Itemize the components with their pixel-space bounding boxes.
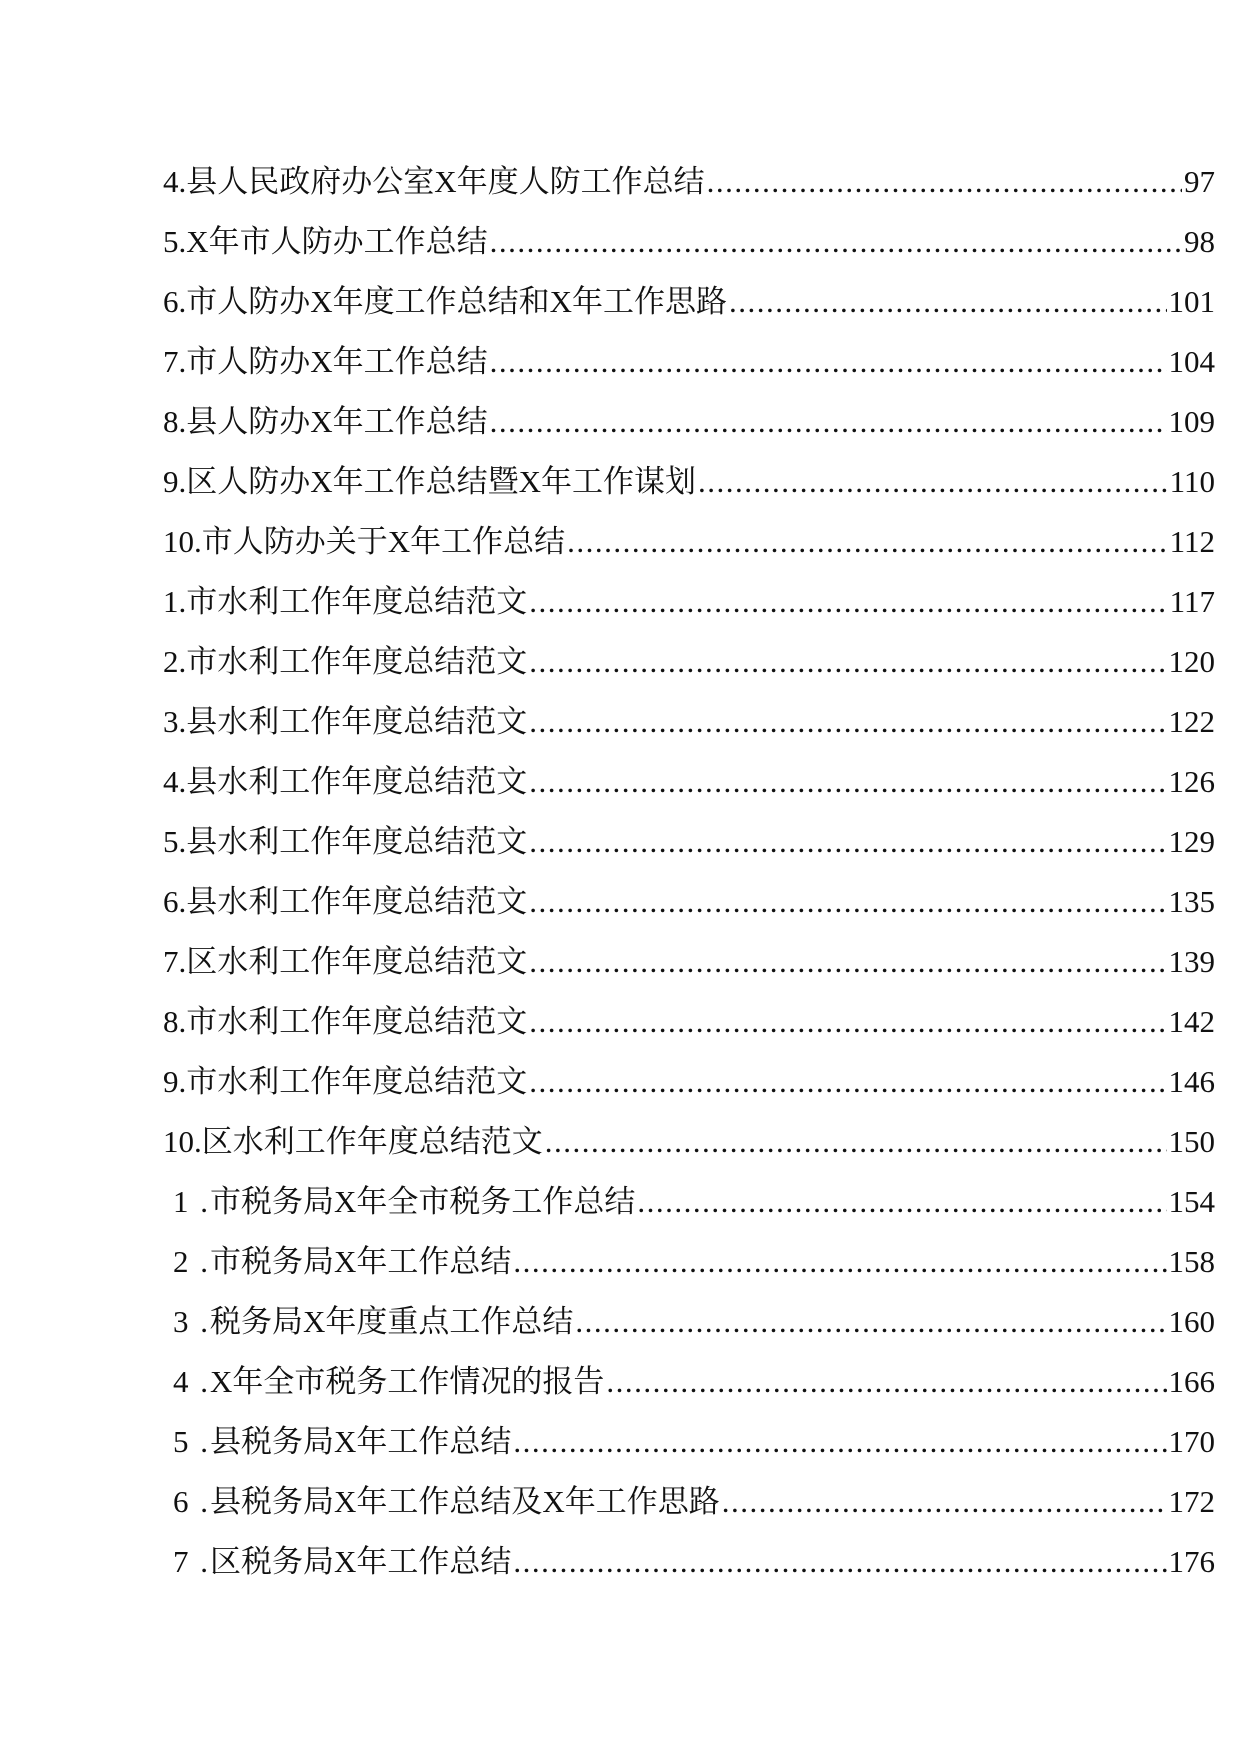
- toc-dot-leader: [545, 1112, 1167, 1172]
- toc-entry-number: 8.: [163, 404, 187, 439]
- toc-dot-leader: [490, 332, 1167, 392]
- toc-entry-number: 5.: [163, 824, 187, 859]
- toc-entry[interactable]: [163, 332, 1215, 392]
- toc-entry-number: 7.: [163, 944, 187, 979]
- toc-entry[interactable]: [163, 632, 1215, 692]
- toc-entry-number: 7.: [163, 344, 187, 379]
- toc-entry-page: 142: [1168, 1004, 1215, 1039]
- toc-entry-page: 158: [1168, 1244, 1215, 1279]
- toc-dot-leader: [529, 872, 1166, 932]
- toc-entry-page: 166: [1168, 1364, 1215, 1399]
- toc-entry-title: 区税务局X年工作总结: [210, 1544, 512, 1579]
- toc-entry-number: 2 .: [173, 1244, 210, 1279]
- toc-entry-page: 170: [1168, 1424, 1215, 1459]
- toc-dot-leader: [722, 1472, 1167, 1532]
- toc-entry-title: 市水利工作年度总结范文: [186, 644, 528, 679]
- toc-entry-number: 6.: [163, 284, 187, 319]
- toc-dot-leader: [529, 632, 1166, 692]
- toc-entry[interactable]: [163, 452, 1215, 512]
- toc-entry-page: 154: [1168, 1184, 1215, 1219]
- toc-dot-leader: [729, 272, 1166, 332]
- toc-entry-page: 172: [1168, 1484, 1215, 1519]
- toc-entry-title: 区水利工作年度总结范文: [186, 944, 528, 979]
- toc-entry-title: 县人防办X年工作总结: [186, 404, 488, 439]
- toc-entry-number: 2.: [163, 644, 187, 679]
- toc-dot-leader: [529, 692, 1166, 752]
- toc-entry-number: 4.: [163, 764, 187, 799]
- toc-entry-number: 9.: [163, 1064, 187, 1099]
- toc-dot-leader: [513, 1412, 1166, 1472]
- toc-entry-title: 县水利工作年度总结范文: [186, 764, 528, 799]
- toc-entry-title: 县水利工作年度总结范文: [186, 824, 528, 859]
- toc-entry[interactable]: [163, 272, 1215, 332]
- toc-entry-number: 7 .: [173, 1544, 210, 1579]
- toc-entry-number: 3 .: [173, 1304, 210, 1339]
- toc-entry-title: 市水利工作年度总结范文: [186, 1004, 528, 1039]
- toc-entry-number: 5 .: [173, 1424, 210, 1459]
- toc-entry-page: 120: [1168, 644, 1215, 679]
- toc-entry[interactable]: [163, 392, 1215, 452]
- toc-entry-number: 1.: [163, 584, 187, 619]
- toc-entry[interactable]: [163, 212, 1215, 272]
- toc-entry[interactable]: [163, 1052, 1215, 1112]
- toc-entry-page: 129: [1168, 824, 1215, 859]
- toc-dot-leader: [529, 1052, 1166, 1112]
- toc-dot-leader: [637, 1172, 1166, 1232]
- toc-entry-title: 县水利工作年度总结范文: [186, 884, 528, 919]
- toc-entry[interactable]: [163, 812, 1215, 872]
- toc-entry-title: 市人防办X年工作总结: [186, 344, 488, 379]
- toc-entry-title: 县税务局X年工作总结: [210, 1424, 512, 1459]
- toc-entry[interactable]: [163, 1412, 1215, 1472]
- toc-entry-page: 97: [1184, 164, 1215, 199]
- toc-entry-title: 市税务局X年全市税务工作总结: [210, 1184, 636, 1219]
- toc-entry-number: 4.: [163, 164, 187, 199]
- toc-entry-title: 县水利工作年度总结范文: [186, 704, 528, 739]
- toc-entry-page: 109: [1168, 404, 1215, 439]
- toc-dot-leader: [529, 812, 1166, 872]
- toc-entry[interactable]: [163, 872, 1215, 932]
- toc-entry[interactable]: [163, 692, 1215, 752]
- toc-entry-number: 10.: [163, 1124, 202, 1159]
- toc-entry[interactable]: [163, 992, 1215, 1052]
- toc-entry-page: 139: [1168, 944, 1215, 979]
- toc-entry-title: 市水利工作年度总结范文: [186, 584, 528, 619]
- toc-entry-title: X年市人防办工作总结: [186, 224, 488, 259]
- toc-entry-page: 110: [1169, 464, 1215, 499]
- toc-entry-page: 104: [1168, 344, 1215, 379]
- toc-entry[interactable]: [163, 572, 1215, 632]
- toc-dot-leader: [575, 1292, 1166, 1352]
- toc-entry-number: 10.: [163, 524, 202, 559]
- toc-entry-title: 区人防办X年工作总结暨X年工作谋划: [186, 464, 697, 499]
- toc-dot-leader: [606, 1352, 1166, 1412]
- toc-entry-title: X年全市税务工作情况的报告: [210, 1364, 605, 1399]
- toc-entry[interactable]: [163, 1232, 1215, 1292]
- toc-entry-page: 101: [1168, 284, 1215, 319]
- toc-entry-title: 市人防办X年度工作总结和X年工作思路: [186, 284, 728, 319]
- toc-entry-page: 146: [1168, 1064, 1215, 1099]
- toc-dot-leader: [529, 572, 1167, 632]
- toc-entry-page: 176: [1168, 1544, 1215, 1579]
- toc-entry[interactable]: [163, 1352, 1215, 1412]
- toc-entry-page: 160: [1168, 1304, 1215, 1339]
- toc-entry[interactable]: [163, 752, 1215, 812]
- toc-entry-number: 5.: [163, 224, 187, 259]
- table-of-contents: [163, 152, 1215, 1592]
- toc-entry-page: 122: [1168, 704, 1215, 739]
- toc-dot-leader: [567, 512, 1168, 572]
- toc-entry-number: 6.: [163, 884, 187, 919]
- toc-entry-title: 县税务局X年工作总结及X年工作思路: [210, 1484, 720, 1519]
- toc-dot-leader: [490, 212, 1182, 272]
- toc-entry-title: 市人防办关于X年工作总结: [201, 524, 566, 559]
- toc-entry[interactable]: [163, 1112, 1215, 1172]
- toc-entry-page: 98: [1184, 224, 1215, 259]
- toc-entry-number: 6 .: [173, 1484, 210, 1519]
- toc-entry-page: 150: [1168, 1124, 1215, 1159]
- toc-entry-page: 135: [1168, 884, 1215, 919]
- toc-entry[interactable]: [163, 1472, 1215, 1532]
- toc-dot-leader: [707, 152, 1182, 212]
- toc-dot-leader: [529, 992, 1166, 1052]
- toc-entry-page: 126: [1168, 764, 1215, 799]
- toc-entry[interactable]: [163, 1532, 1215, 1592]
- toc-entry-number: 8.: [163, 1004, 187, 1039]
- toc-entry-title: 税务局X年度重点工作总结: [210, 1304, 574, 1339]
- toc-entry-page: 112: [1169, 524, 1215, 559]
- toc-entry-title: 市税务局X年工作总结: [210, 1244, 512, 1279]
- toc-entry-title: 市水利工作年度总结范文: [186, 1064, 528, 1099]
- toc-dot-leader: [513, 1232, 1166, 1292]
- toc-entry-number: 3.: [163, 704, 187, 739]
- toc-entry[interactable]: [163, 512, 1215, 572]
- toc-dot-leader: [529, 932, 1166, 992]
- toc-entry[interactable]: [163, 152, 1215, 212]
- toc-entry[interactable]: [163, 1172, 1215, 1232]
- toc-entry-number: 9.: [163, 464, 187, 499]
- toc-entry-title: 县人民政府办公室X年度人防工作总结: [186, 164, 705, 199]
- toc-dot-leader: [529, 752, 1166, 812]
- toc-entry-number: 1 .: [173, 1184, 210, 1219]
- toc-entry[interactable]: [163, 1292, 1215, 1352]
- toc-dot-leader: [513, 1532, 1166, 1592]
- toc-dot-leader: [698, 452, 1168, 512]
- toc-entry[interactable]: [163, 932, 1215, 992]
- toc-entry-number: 4 .: [173, 1364, 210, 1399]
- toc-entry-title: 区水利工作年度总结范文: [201, 1124, 543, 1159]
- toc-entry-page: 117: [1169, 584, 1215, 619]
- toc-dot-leader: [490, 392, 1167, 452]
